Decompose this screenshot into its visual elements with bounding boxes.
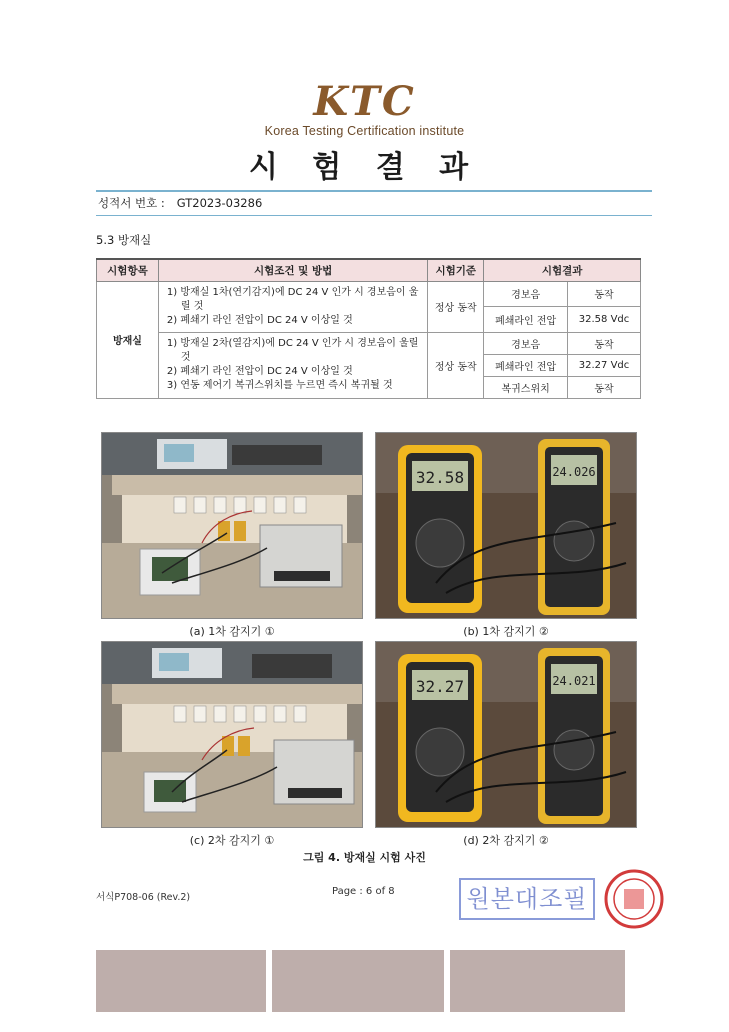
figure-caption: 그림 4. 방재실 시험 사진 <box>303 851 426 864</box>
condition-cell <box>158 332 427 398</box>
condition-text: 3) 연동 제어기 복귀스위치를 누르면 즉시 복귀될 것 <box>166 380 393 391</box>
original-verified-stamp: 원본대조필 <box>459 878 595 920</box>
certificate-number-line <box>96 190 652 216</box>
redacted-strip <box>450 950 625 1012</box>
photo-c-caption: (c) 2차 감지기 ① <box>189 834 275 847</box>
condition-cell <box>158 281 427 332</box>
photo-d-caption: (d) 2차 감지기 ② <box>463 834 549 847</box>
photo-multimeters-1 <box>375 432 637 619</box>
left-meter-reading: 32.27 <box>415 677 465 696</box>
test-result-table <box>96 258 641 399</box>
result-value: 32.27 Vdc <box>568 354 641 376</box>
redacted-strip <box>96 950 266 1012</box>
result-value: 동작 <box>568 281 641 307</box>
redacted-strip <box>272 950 444 1012</box>
result-name: 경보음 <box>484 281 568 307</box>
photo-b-caption: (b) 1차 감지기 ② <box>463 625 549 638</box>
section-title: 5.3 방재실 <box>96 233 152 247</box>
condition-text: 1) 방재실 2차(열감지)에 DC 24 V 인가 시 경보음이 울릴 것 <box>166 338 419 363</box>
multimeters-illustration <box>376 433 637 619</box>
multimeters-illustration <box>376 642 637 828</box>
photo-test-bench-1 <box>101 432 363 619</box>
photo-a-caption: (a) 1차 감지기 ① <box>189 625 275 638</box>
result-value: 동작 <box>568 332 641 354</box>
official-seal-icon <box>603 868 665 930</box>
photo-multimeters-2 <box>375 641 637 828</box>
page-number: Page : 6 of 8 <box>332 886 395 897</box>
header-result: 시험결과 <box>484 259 641 281</box>
logo-mark: KTC <box>313 78 416 125</box>
photo-test-bench-2 <box>101 641 363 828</box>
header-condition: 시험조건 및 방법 <box>158 259 427 281</box>
header-item: 시험항목 <box>97 259 159 281</box>
left-meter-reading: 32.58 <box>415 468 465 487</box>
right-meter-reading: 24.026 <box>552 465 596 479</box>
result-name: 경보음 <box>484 332 568 354</box>
condition-text: 2) 폐쇄기 라인 전압이 DC 24 V 이상일 것 <box>166 314 353 326</box>
condition-text: 2) 폐쇄기 라인 전압이 DC 24 V 이상일 것 <box>166 366 353 377</box>
header-standard: 시험기준 <box>428 259 484 281</box>
ktc-logo <box>0 78 729 138</box>
result-name: 복귀스위치 <box>484 376 568 398</box>
result-name: 폐쇄라인 전압 <box>484 307 568 333</box>
standard-cell: 정상 동작 <box>428 281 484 332</box>
logo-subtitle: Korea Testing Certification institute <box>264 124 465 138</box>
result-value: 동작 <box>568 376 641 398</box>
result-name: 폐쇄라인 전압 <box>484 354 568 376</box>
standard-cell: 정상 동작 <box>428 332 484 398</box>
condition-text: 1) 방재실 1차(연기감지)에 DC 24 V 인가 시 경보음이 울릴 것 <box>166 286 419 312</box>
certificate-label: 성적서 번호 : <box>98 196 165 210</box>
form-number: 서식P708-06 (Rev.2) <box>96 892 191 903</box>
test-bench-illustration <box>102 642 363 828</box>
test-bench-illustration <box>102 433 363 619</box>
right-meter-reading: 24.021 <box>552 674 596 688</box>
document-title: 시 험 결 과 <box>248 150 481 185</box>
item-name-cell: 방재실 <box>97 281 159 398</box>
result-value: 32.58 Vdc <box>568 307 641 333</box>
certificate-number: GT2023-03286 <box>176 196 263 210</box>
